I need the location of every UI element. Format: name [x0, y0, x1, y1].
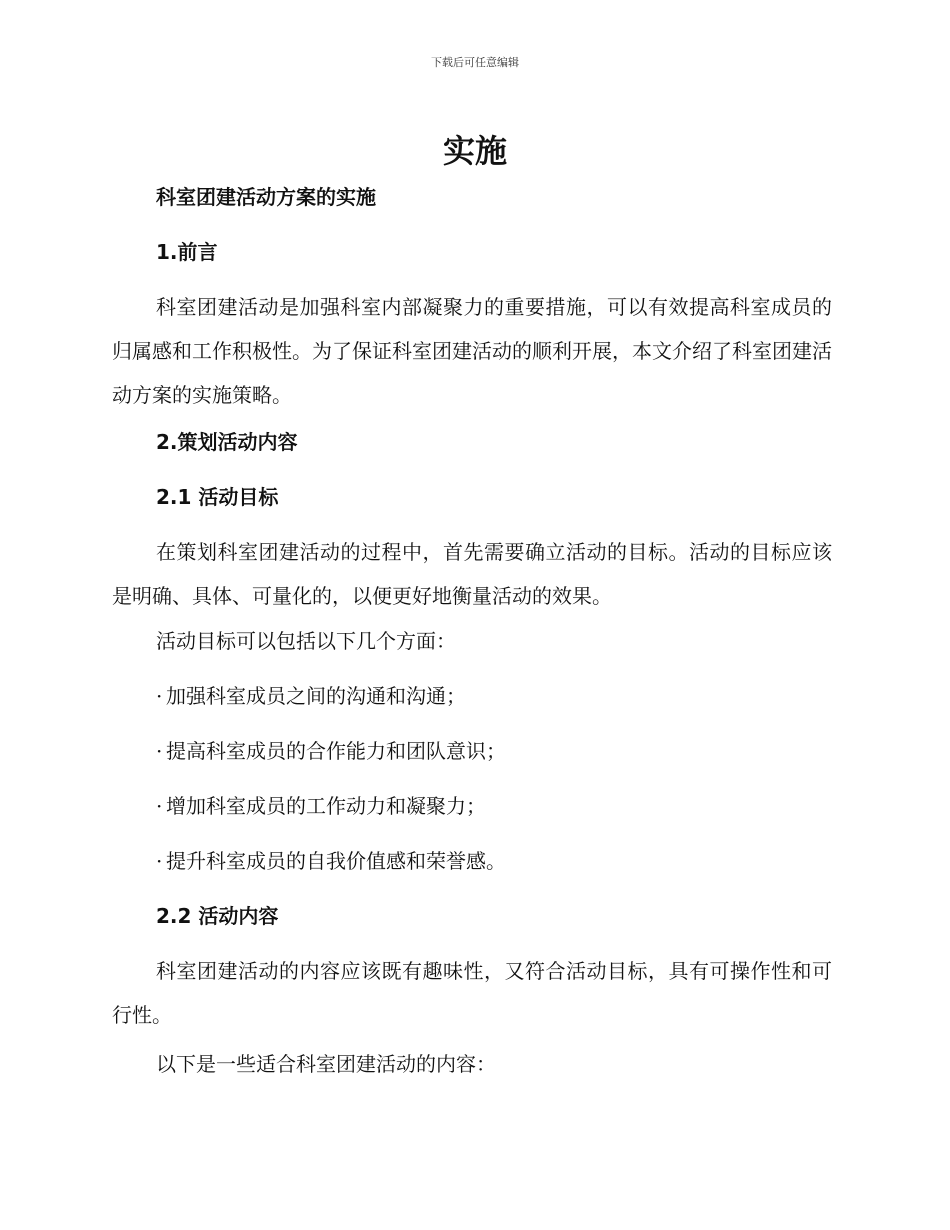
list-item-text: 提高科室成员的合作能力和团队意识；	[166, 739, 506, 763]
content-list-intro: 以下是一些适合科室团建活动的内容：	[156, 1052, 496, 1076]
page-title: 实施	[442, 132, 507, 170]
bullet-glyph: ·	[156, 739, 163, 763]
bullet-glyph: ·	[156, 849, 163, 873]
intro-heading: 1.前言	[156, 240, 218, 264]
list-item	[112, 846, 832, 876]
content-paragraph: 科室团建活动的内容应该既有趣味性，又符合活动目标，具有可操作性和可行性。	[112, 959, 832, 1027]
list-item	[112, 736, 832, 766]
bullet-glyph: ·	[156, 684, 163, 708]
goal-paragraph: 在策划科室团建活动的过程中，首先需要确立活动的目标。活动的目标应该是明确、具体、可量化的，以便更好地衡量活动的效果。	[112, 540, 832, 608]
document-body	[112, 182, 832, 1104]
bullet-glyph: ·	[156, 794, 163, 818]
list-item	[112, 791, 832, 821]
goal-heading: 2.1 活动目标	[156, 485, 279, 509]
content-heading: 2.2 活动内容	[156, 904, 279, 928]
list-item-text: 加强科室成员之间的沟通和沟通；	[166, 684, 466, 708]
list-item-text: 增加科室成员的工作动力和凝聚力；	[166, 794, 486, 818]
doc-heading: 科室团建活动方案的实施	[156, 185, 376, 209]
header-note: 下载后可任意编辑	[431, 56, 519, 69]
list-item-text: 提升科室成员的自我价值感和荣誉感。	[166, 849, 506, 873]
list-item	[112, 681, 832, 711]
plan-heading: 2.策划活动内容	[156, 430, 298, 454]
intro-paragraph: 科室团建活动是加强科室内部凝聚力的重要措施，可以有效提高科室成员的归属感和工作积极性。为了保证科室团建活动的顺利开展，本文介绍了科室团建活动方案的实施策略。	[112, 295, 832, 407]
goal-list-intro: 活动目标可以包括以下几个方面：	[156, 629, 456, 653]
